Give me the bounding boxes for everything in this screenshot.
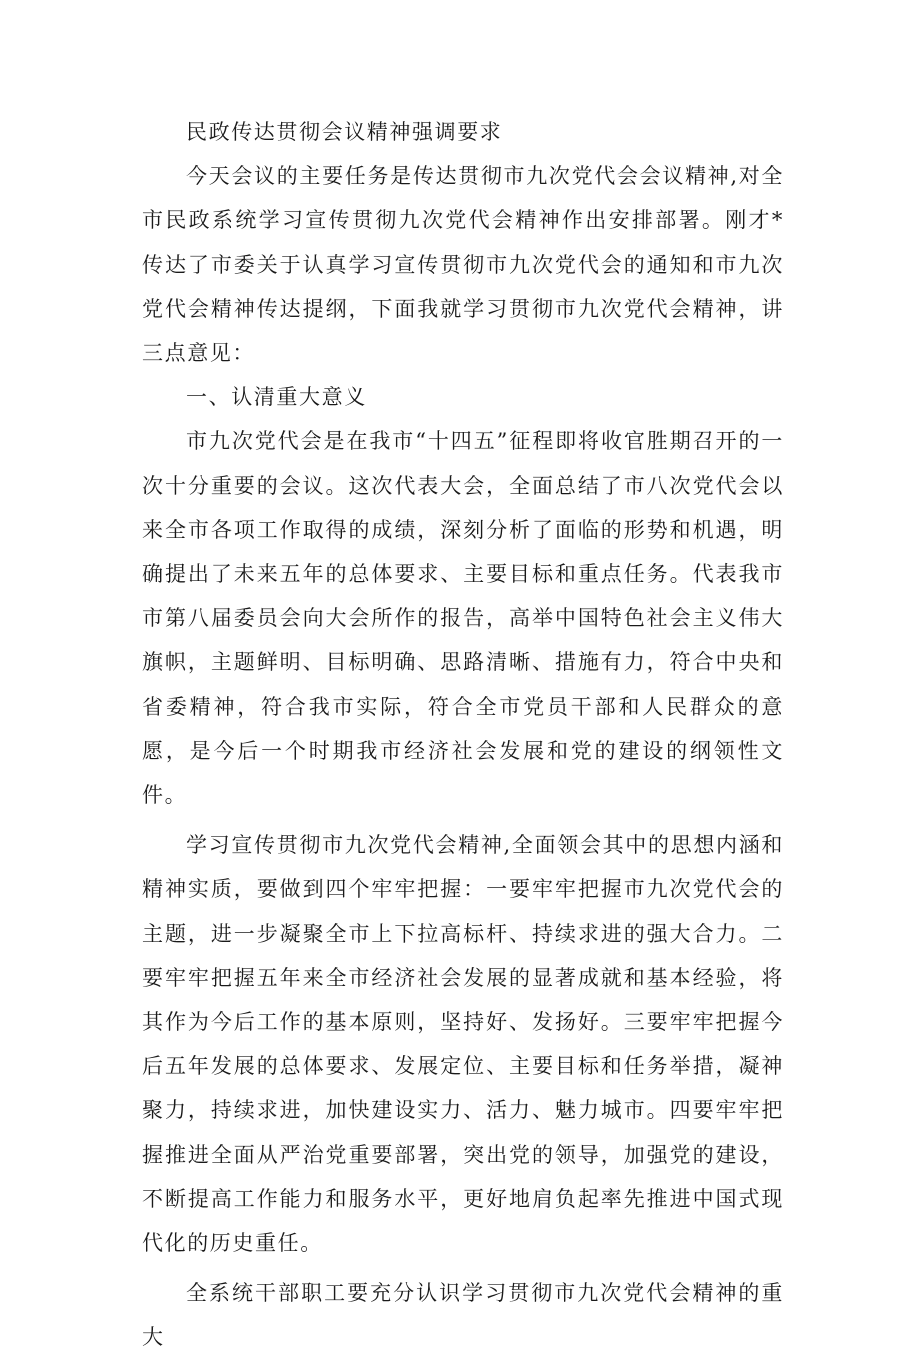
intro-paragraph: 今天会议的主要任务是传达贯彻市九次党代会会议精神,对全市民政系统学习宣传贯彻九次党代会精神作出安排部署。刚才*传达了市委关于认真学习宣传贯彻市九次党代会的通知和市九次党代会精神传达提纲，下面我就学习贯彻市九次党代会精神，讲三点意见： — [142, 164, 784, 366]
section-heading: 一、认清重大意义 — [186, 385, 367, 410]
document-body — [142, 110, 784, 1360]
body-paragraph: 市九次党代会是在我市“十四五”征程即将收官胜期召开的一次十分重要的会议。这次代表大会，全面总结了市八次党代会以来全市各项工作取得的成绩，深刻分析了面临的形势和机遇，明确提出了未来五年的总体要求、主要目标和重点任务。代表我市市第八届委员会向大会所作的报告，高举中国特色社会主义伟大旗帜，主题鲜明、目标明确、思路清晰、措施有力，符合中央和省委精神，符合我市实际，符合全市党员干部和人民群众的意愿，是今后一个时期我市经济社会发展和党的建设的纲领性文件。 — [142, 429, 784, 808]
body-paragraph: 全系统干部职工要充分认识学习贯彻市九次党代会精神的重大 — [142, 1281, 784, 1350]
body-paragraph: 学习宣传贯彻市九次党代会精神,全面领会其中的思想内涵和精神实质，要做到四个牢牢把握：一要牢牢把握市九次党代会的主题，进一步凝聚全市上下拉高标杆、持续求进的强大合力。二要牢牢把握五年来全市经济社会发展的显著成就和基本经验，将其作为今后工作的基本原则，坚持好、发扬好。三要牢牢把握今后五年发展的总体要求、发展定位、主要目标和任务举措，凝神聚力，持续求进，加快建设实力、活力、魅力城市。四要牢牢把握推进全面从严治党重要部署，突出党的领导，加强党的建设，不断提高工作能力和服务水平，更好地肩负起率先推进中国式现代化的历史重任。 — [142, 833, 784, 1256]
document-title: 民政传达贯彻会议精神强调要求 — [186, 120, 503, 144]
